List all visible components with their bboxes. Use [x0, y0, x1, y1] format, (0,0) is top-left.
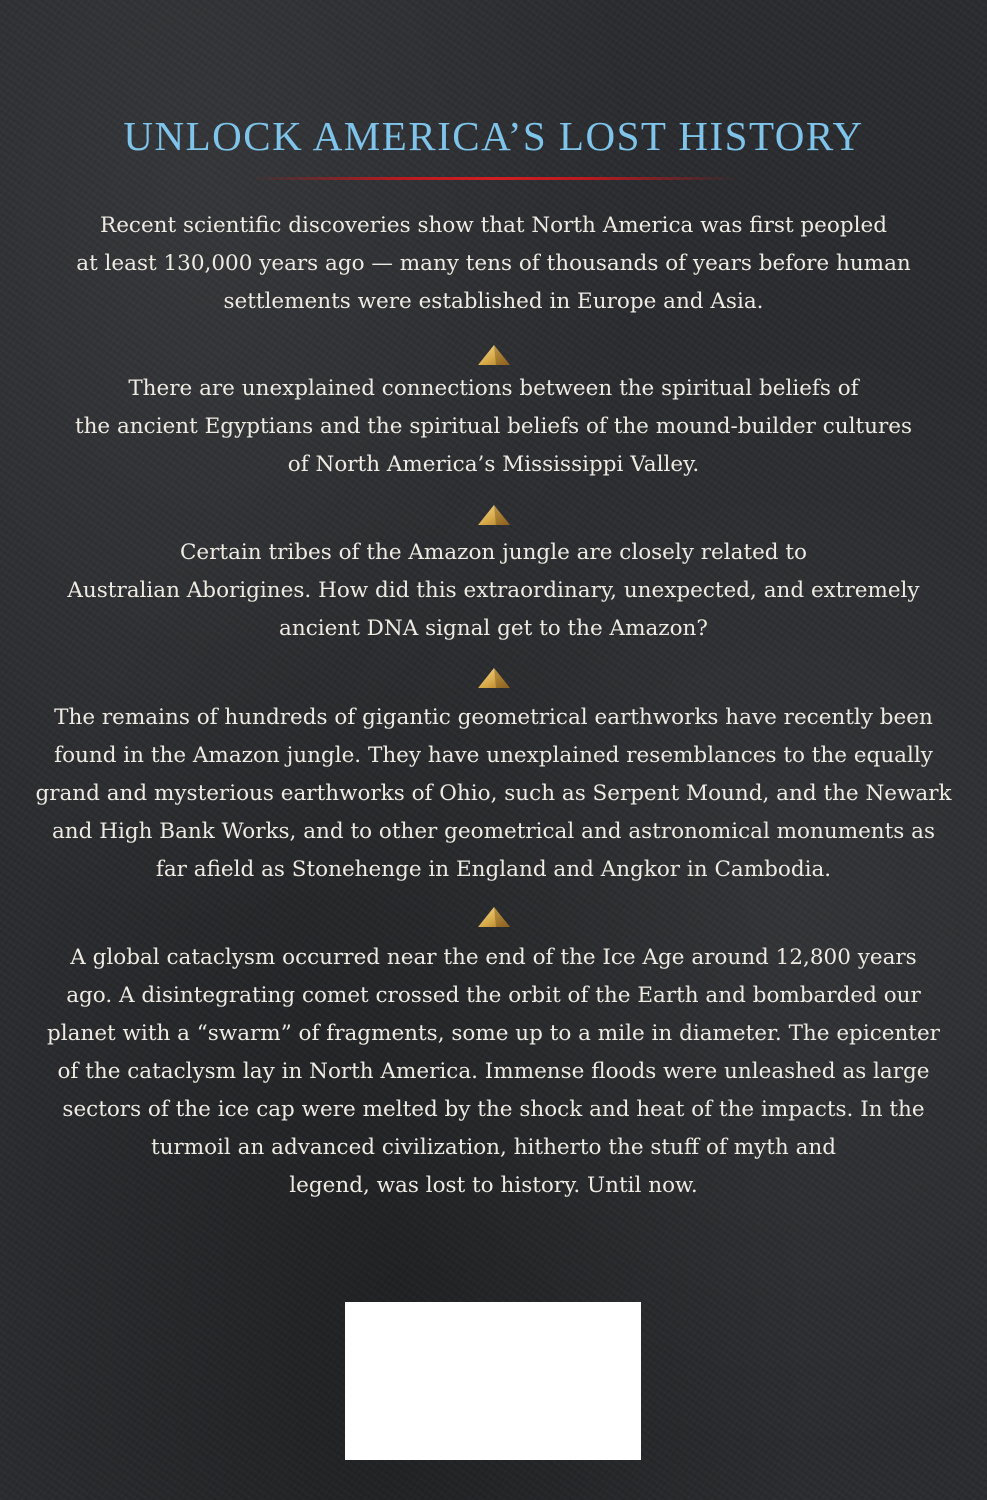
paragraph-line: planet with a “swarm” of fragments, some up to a mile in diameter. The epicenter — [47, 1021, 940, 1046]
paragraph-1 — [28, 207, 959, 321]
paragraph-3 — [28, 534, 959, 648]
paragraph-line: Australian Aborigines. How did this extraordinary, unexpected, and extremely — [67, 578, 920, 603]
paragraph-line: far afield as Stonehenge in England and Angkor in Cambodia. — [155, 857, 832, 882]
red-divider-rule — [250, 177, 740, 180]
paragraph-line: and High Bank Works, and to other geometrical and astronomical monuments as — [51, 819, 936, 844]
gold-pyramid-icon — [477, 906, 511, 928]
cover-headline: UNLOCK AMERICA’S LOST HISTORY — [123, 113, 864, 159]
paragraph-line: A global cataclysm occurred near the end of the Ice Age around 12,800 years — [70, 945, 917, 970]
paragraph-line: at least 130,000 years ago — many tens of thousands of years before human — [76, 251, 911, 276]
gold-pyramid-icon — [477, 667, 511, 689]
gold-pyramid-icon — [477, 344, 511, 366]
paragraph-line: of North America’s Mississippi Valley. — [287, 452, 700, 477]
paragraph-line: ago. A disintegrating comet crossed the orbit of the Earth and bombarded our — [66, 983, 921, 1008]
paragraph-5 — [28, 939, 959, 1205]
paragraph-line: Certain tribes of the Amazon jungle are closely related to — [179, 540, 807, 565]
paragraph-line: found in the Amazon jungle. They have unexplained resemblances to the equally — [54, 743, 933, 768]
paragraph-line: sectors of the ice cap were melted by the shock and heat of the impacts. In the — [62, 1097, 925, 1122]
paragraph-line: the ancient Egyptians and the spiritual beliefs of the mound-builder cultures — [74, 414, 913, 439]
paragraph-line: legend, was lost to history. Until now. — [289, 1173, 698, 1198]
paragraph-line: turmoil an advanced civilization, hitherto the stuff of myth and — [150, 1135, 837, 1160]
paragraph-line: ancient DNA signal get to the Amazon? — [279, 616, 708, 641]
paragraph-4 — [28, 699, 959, 889]
paragraph-line: settlements were established in Europe and Asia. — [223, 289, 764, 314]
paragraph-line: Recent scientific discoveries show that North America was first peopled — [100, 213, 887, 238]
paragraph-line: grand and mysterious earthworks of Ohio, such as Serpent Mound, and the Newark — [35, 781, 952, 806]
blank-barcode-box — [345, 1302, 641, 1460]
paragraph-line: of the cataclysm lay in North America. Immense floods were unleashed as large — [57, 1059, 930, 1084]
gold-pyramid-icon — [477, 504, 511, 526]
paragraph-line: There are unexplained connections between the spiritual beliefs of — [128, 376, 859, 401]
paragraph-line: The remains of hundreds of gigantic geometrical earthworks have recently been — [54, 705, 933, 730]
paragraph-2 — [28, 370, 959, 484]
